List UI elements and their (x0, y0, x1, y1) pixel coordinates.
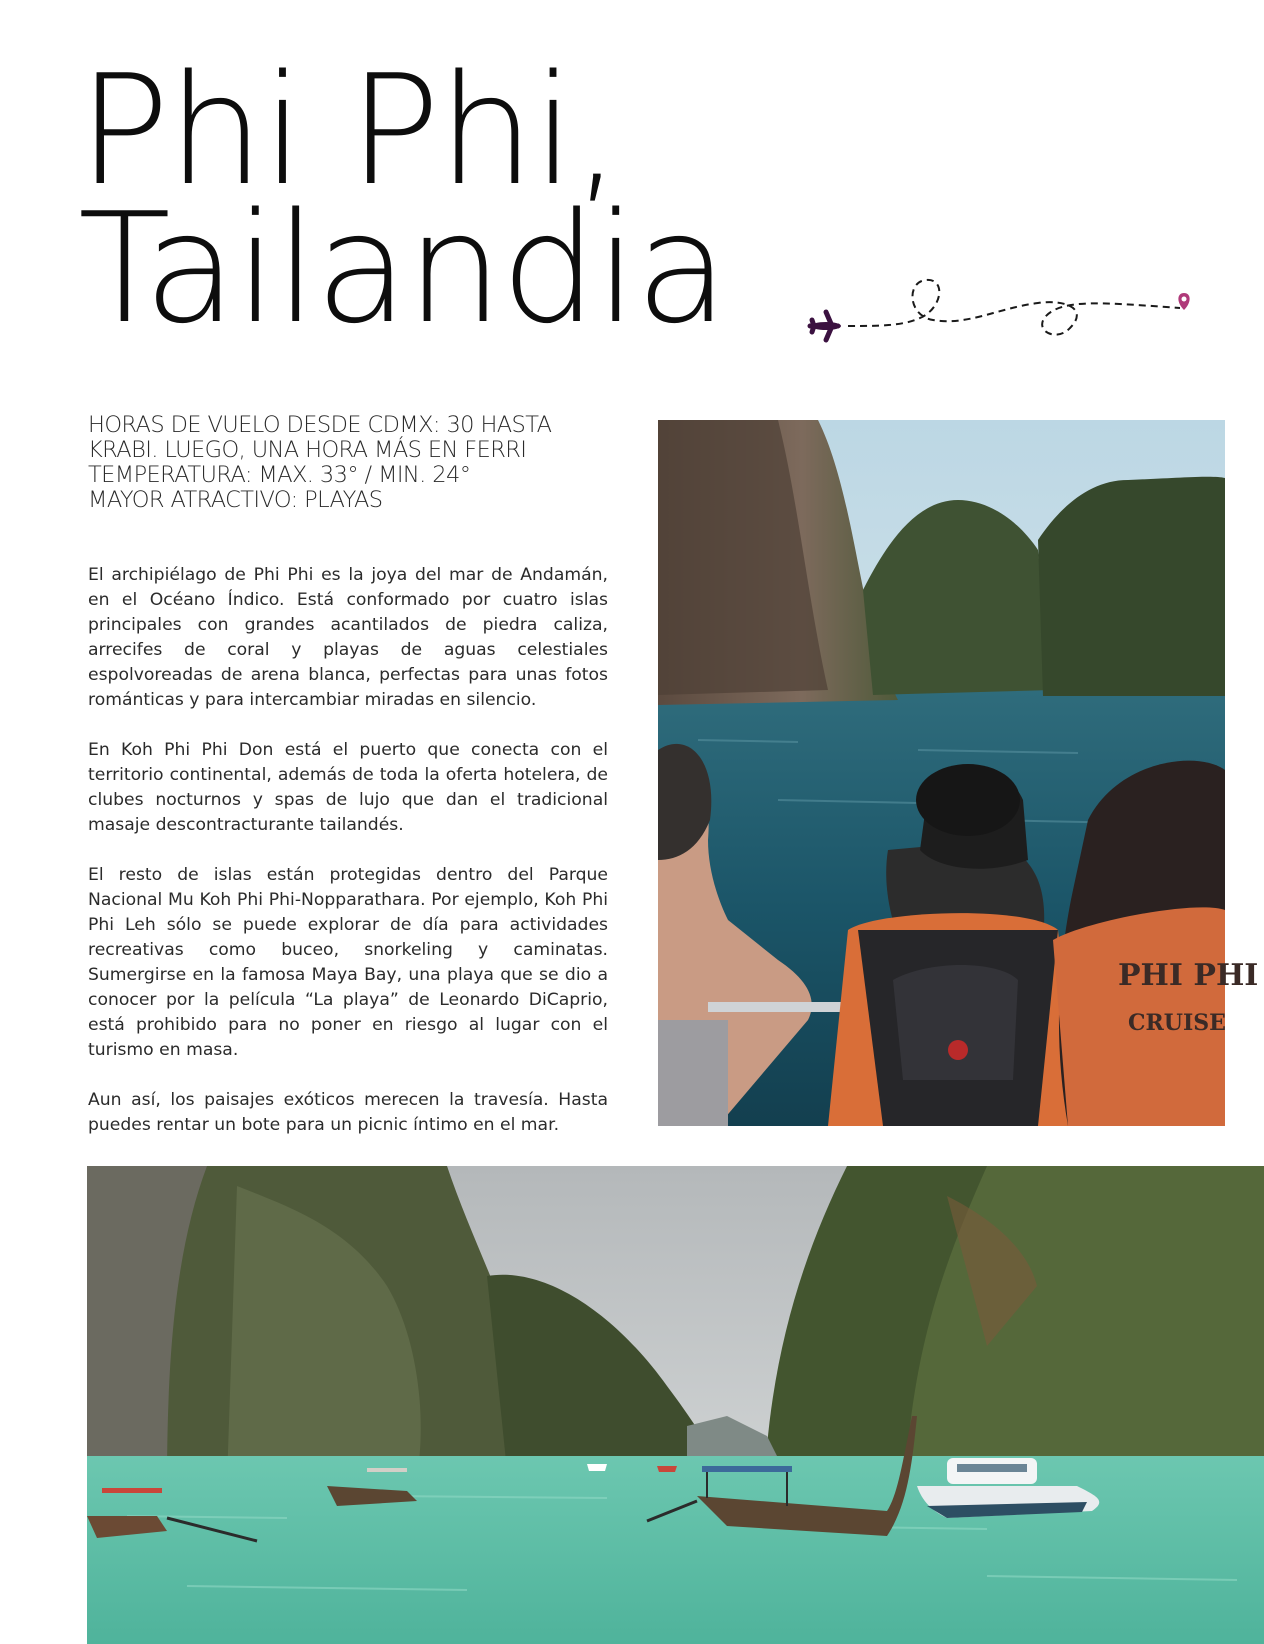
paragraph: En Koh Phi Phi Don está el puerto que conecta con el territorio continental, además de toda la oferta hotelera, de clubes nocturnos y spas de lujo que dan el tradicional masaje descontracturante tailandés. (88, 740, 608, 835)
photo-lagoon-boats (87, 1166, 1264, 1644)
fact-line: MAYOR ATRACTIVO: PLAYAS (88, 487, 383, 513)
title-line-2: Tailandia (78, 180, 727, 357)
location-pin-icon (1178, 293, 1189, 310)
article-body (88, 563, 608, 1163)
flight-route-decoration (808, 268, 1198, 358)
title-line-1: Phi Phi, (78, 42, 620, 219)
airplane-icon (810, 312, 841, 340)
page-title (78, 42, 727, 357)
paragraph: El archipiélago de Phi Phi es la joya del mar de Andamán, en el Océano Índico. Está conformado por cuatro islas principales con grandes acantilados de piedra caliza, arrecifes de coral y playas de aguas celestiales espolvoreadas de arena blanca, perfectas para unas fotos románticas y para intercambiar miradas en silencio. (88, 565, 608, 710)
vest-text: PHI PHI (1118, 958, 1259, 993)
photo-tourists-on-boat (658, 420, 1259, 1126)
fact-line: TEMPERATURA: MAX. 33° / MIN. 24° (88, 462, 471, 488)
vest-text: CRUISE (1128, 1010, 1226, 1036)
paragraph: El resto de islas están protegidas dentro del Parque Nacional Mu Koh Phi Phi-Nopparathara. Por ejemplo, Koh Phi Phi Leh sólo se puede explorar de día para actividades recreativas como buceo, snorkeling y caminatas. Sumergirse en la famosa Maya Bay, una playa que se dio a conocer por la película “La playa” de Leonardo DiCaprio, está prohibido para no poner en riesgo al lugar con el turismo en masa. (88, 865, 608, 1060)
paragraph: Aun así, los paisajes exóticos merecen la travesía. Hasta puedes rentar un bote para un picnic íntimo en el mar. (88, 1090, 608, 1135)
trip-facts (88, 413, 608, 513)
fact-line: HORAS DE VUELO DESDE CDMX: 30 HASTA (88, 412, 552, 438)
fact-line: KRABI. LUEGO, UNA HORA MÁS EN FERRI (88, 437, 527, 463)
